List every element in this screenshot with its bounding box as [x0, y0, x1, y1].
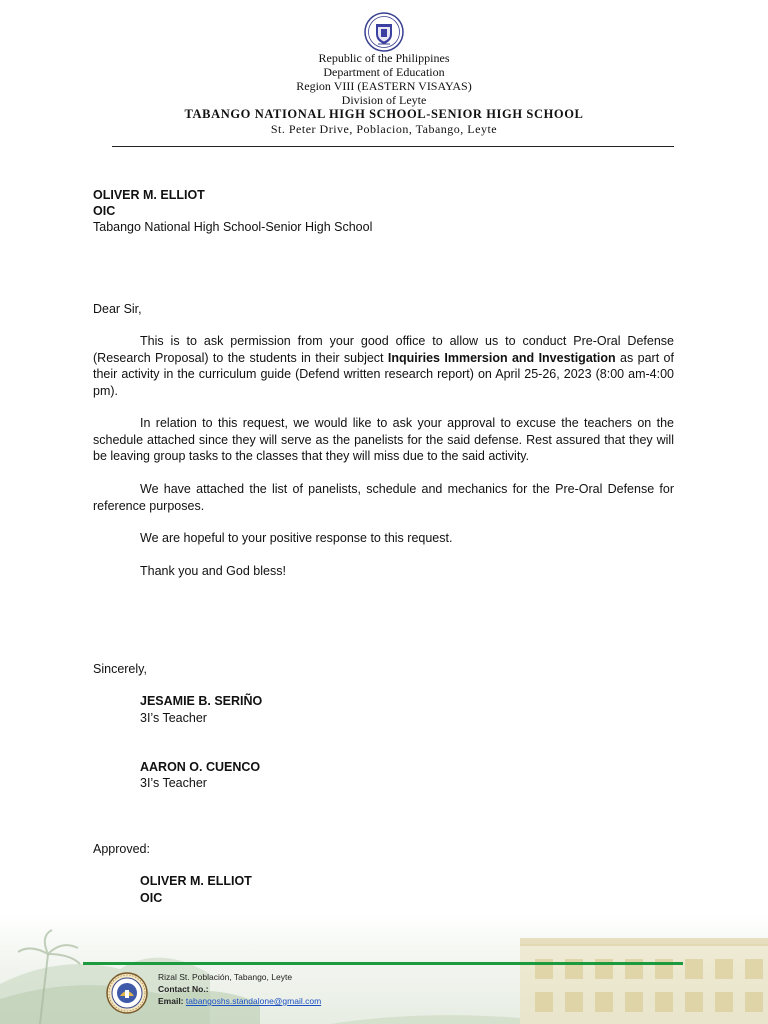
- approval-label: Approved:: [93, 842, 150, 856]
- recipient-org: Tabango National High School-Senior High School: [93, 220, 373, 234]
- letterhead-divider: [112, 146, 674, 147]
- footer-divider: [83, 962, 683, 965]
- body-paragraph-3: We have attached the list of panelists, schedule and mechanics for the Pre-Oral Defense for reference purposes.: [93, 482, 674, 513]
- closing: Sincerely,: [93, 662, 147, 676]
- body-paragraph-5: Thank you and God bless!: [140, 564, 286, 578]
- signatory-1-name: JESAMIE B. SERIÑO: [140, 694, 263, 708]
- paragraph-1-text-c: as part of their activity in the curriculum guide (Defend written research report) on April 25-26, 2023 (8:00 am-4:00 pm).: [93, 350, 674, 398]
- letterhead-line4: Division of Leyte: [341, 93, 427, 107]
- salutation: Dear Sir,: [93, 302, 142, 316]
- paragraph-1-text-a: This is to ask permission from your good office to allow us to conduct Pre-Oral Defense (Research Proposal) to the students in their subject: [93, 334, 674, 365]
- body-paragraph-4: We are hopeful to your positive response to this request.: [140, 531, 453, 545]
- footer-address: Rizal St. Población, Tabango, Leyte: [158, 972, 293, 982]
- signatory-2-name: AARON O. CUENCO: [140, 760, 261, 774]
- approver-title: OIC: [140, 891, 163, 905]
- deped-seal-icon: [364, 12, 404, 52]
- signatory-1-role: 3I’s Teacher: [140, 711, 207, 725]
- school-name: TABANGO NATIONAL HIGH SCHOOL-SENIOR HIGH SCHOOL: [184, 107, 584, 121]
- letterhead-line1: Republic of the Philippines: [318, 51, 450, 65]
- recipient-name: OLIVER M. ELLIOT: [93, 188, 205, 202]
- footer-contact-label: Contact No.:: [158, 984, 209, 994]
- footer-email-label: Email:: [158, 996, 184, 1006]
- footer-email-link[interactable]: tabangoshs.standalone@gmail.com: [185, 996, 322, 1006]
- body-paragraph-2: In relation to this request, we would like to ask your approval to excuse the teachers on the schedule attached since they will serve as the panelists for the said defense. Rest assured that they will be leaving group tasks to the classes that they will miss due to the said activity.: [93, 416, 674, 463]
- signatory-2-role: 3I’s Teacher: [140, 776, 207, 790]
- school-address: St. Peter Drive, Poblacion, Tabango, Leyte: [270, 122, 498, 136]
- letterhead-line3: Region VIII (EASTERN VISAYAS): [296, 79, 472, 93]
- school-seal-icon: [106, 972, 148, 1014]
- recipient-title: OIC: [93, 204, 116, 218]
- subject-name: Inquiries Immersion and Investigation: [387, 350, 616, 365]
- footer-email-row: [158, 996, 321, 1008]
- body-paragraph-1: [93, 333, 674, 399]
- approver-name: OLIVER M. ELLIOT: [140, 874, 252, 888]
- letterhead-line2: Department of Education: [323, 65, 445, 79]
